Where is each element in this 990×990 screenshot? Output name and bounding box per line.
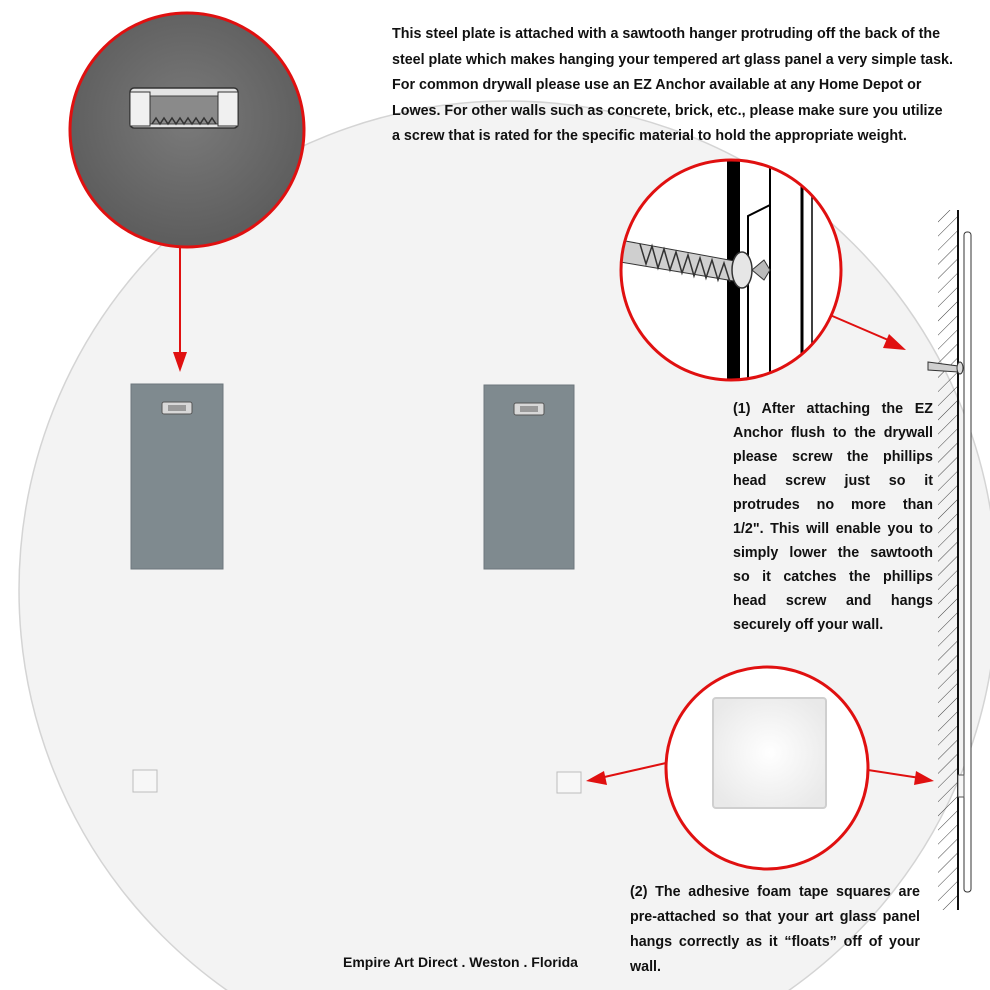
step1-line: securely off your wall.	[733, 617, 884, 633]
intro-line: a screw that is rated for the specific material to hold the appropriate weight.	[392, 128, 907, 144]
step1-line: (1) After attaching the EZ	[733, 401, 933, 417]
intro-line: Lowes. For other walls such as concrete, brick, etc., please make sure you utilize	[392, 102, 943, 119]
intro-line: For common drywall please use an EZ Anchor available at any Home Depot or	[392, 77, 922, 93]
intro-line: This steel plate is attached with a sawtooth hanger protruding off the back of the	[392, 26, 941, 42]
step2-line: (2) The adhesive foam tape squares are	[630, 884, 920, 900]
steel-plate-right	[484, 385, 574, 569]
foam-square-right	[557, 772, 581, 793]
intro-paragraph	[392, 22, 972, 150]
step1-line: 1/2". This will enable you to	[733, 521, 933, 537]
step2-line: wall.	[630, 959, 661, 975]
foam-square-left	[133, 770, 157, 792]
step2-line: pre-attached so that your art glass panel	[630, 909, 920, 925]
step1-line: Anchor flush to the drywall	[733, 425, 933, 441]
step1-line: protrudes no more than	[733, 497, 933, 513]
step1-line: head screw and hangs	[733, 593, 933, 609]
sawtooth-hanger-icon	[70, 13, 304, 247]
step2-line: hangs correctly as it “floats” off of your	[630, 934, 920, 950]
foam-square-icon	[666, 667, 868, 869]
step1-line: please screw the phillips	[733, 449, 933, 465]
step1-line: simply lower the sawtooth	[733, 545, 933, 561]
steel-plate-left	[131, 384, 223, 569]
step1-paragraph	[733, 397, 933, 637]
footer-credit: Empire Art Direct . Weston . Florida	[343, 954, 578, 970]
step1-line: so it catches the phillips	[733, 569, 933, 585]
intro-line: steel plate which makes hanging your tempered art glass panel a very simple task.	[392, 51, 953, 68]
step1-line: head screw just so it	[733, 473, 933, 489]
step2-paragraph	[630, 880, 920, 980]
